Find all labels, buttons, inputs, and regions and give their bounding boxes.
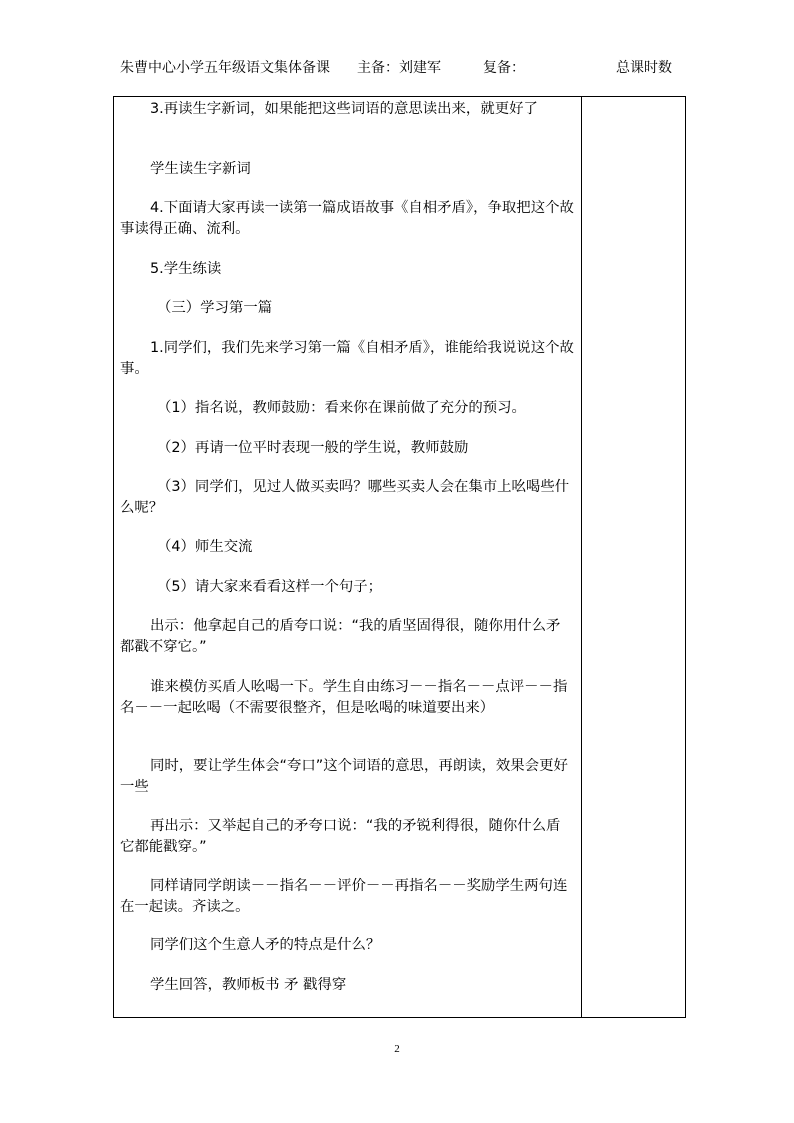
paragraph: 同学们这个生意人矛的特点是什么？ [150,937,381,953]
paragraph: 出示：他拿起自己的盾夸口说：“我的盾坚固得很，随你用什么矛都戳不穿它。” [120,618,561,655]
paragraph: 4.下面请大家再读一读第一篇成语故事《自相矛盾》，争取把这个故事读得正确、流利。 [120,200,574,237]
paragraph: 同样请同学朗读－－指名－－评价－－再指名－－奖励学生两句连在一起读。齐读之。 [120,878,568,915]
paragraph: 学生读生字新词 [150,161,251,177]
paragraph: 3.再读生字新词，如果能把这些词语的意思读出来，就更好了 [150,101,538,117]
header-school-course: 朱曹中心小学五年级语文集体备课 [120,60,330,76]
paragraph: 1.同学们，我们先来学习第一篇《自相矛盾》，谁能给我说说这个故事。 [120,340,574,377]
page-number: 2 [394,1043,400,1055]
paragraph: （5）请大家来看看这样一个句子； [157,579,383,595]
header-total-hours: 总课时数 [616,60,672,76]
paragraph: （1）指名说，教师鼓励：看来你在课前做了充分的预习。 [157,400,526,416]
header-review: 复备： [483,60,525,76]
table-column-divider [581,96,582,1018]
paragraph: （三）学习第一篇 [157,300,273,316]
paragraph: 5.学生练读 [150,261,222,277]
paragraph: 学生回答，教师板书 矛 戳得穿 [150,977,347,993]
header-host: 主备：刘建军 [357,60,441,76]
paragraph: （2）再请一位平时表现一般的学生说，教师鼓励 [157,440,469,456]
page-header [0,57,794,77]
paragraph: （4）师生交流 [157,539,253,555]
paragraph: 同时，要让学生体会“夸口”这个词语的意思，再朗读，效果会更好一些 [120,758,568,795]
paragraph: 谁来模仿买盾人吆喝一下。学生自由练习－－指名－－点评－－指名－－一起吆喝（不需要很整齐，但是吆喝的味道要出来） [120,679,568,716]
paragraph: （3）同学们，见过人做买卖吗？哪些买卖人会在集市上吆喝些什么呢？ [120,479,570,516]
paragraph: 再出示：又举起自己的矛夸口说：“我的矛锐利得很，随你什么盾它都能戳穿。” [120,818,561,855]
